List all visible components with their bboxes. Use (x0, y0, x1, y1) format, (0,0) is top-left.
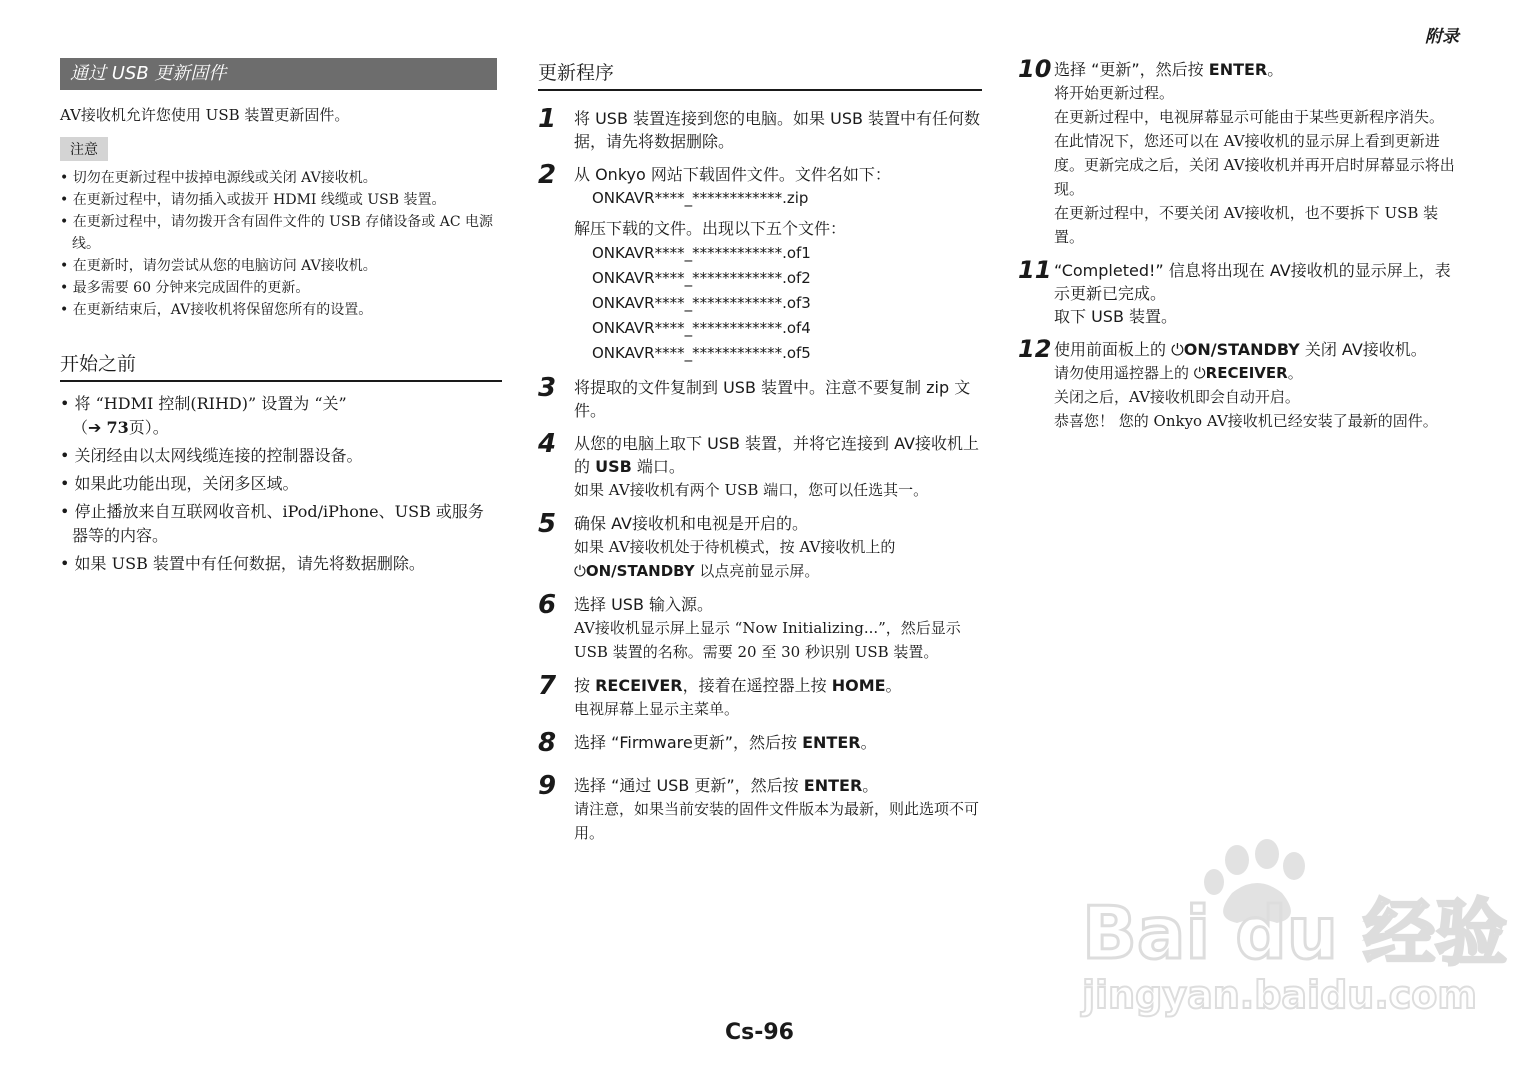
step-number: 9 (538, 771, 557, 801)
step-instruction: 按 RECEIVER，接着在遥控器上按 HOME。 (574, 676, 902, 695)
step-3 (538, 373, 982, 422)
step-number: 10 (1018, 55, 1052, 83)
file-name: ONKAVR****_************.of4 (592, 319, 811, 337)
watermark-url: jingyan.baidu.com (1082, 973, 1477, 1017)
receiver-label: RECEIVER (595, 676, 683, 695)
note-item: • 在更新过程中，请勿拨开含有固件文件的 USB 存储设备或 AC 电源线。 (60, 211, 497, 255)
step-10 (1018, 55, 1458, 249)
intro-text: AV接收机允许您使用 USB 装置更新固件。 (60, 106, 350, 124)
note-item: • 在更新时，请勿尝试从您的电脑访问 AV接收机。 (60, 255, 497, 277)
step-description: AV接收机显示屏上显示 “Now Initializing...”，然后显示 USB 装置的名称。需要 20 至 30 秒识别 USB 装置。 (574, 619, 961, 661)
home-label: HOME (831, 676, 886, 695)
power-icon: ⏻ (1171, 340, 1184, 359)
step-description: 在更新过程中，电视屏幕显示可能由于某些更新程序消失。在此情况下，您还可以在 AV接收机的显示屏上看到更新进度。更新完成之后，关闭 AV接收机并再开启时屏幕显示将出现。 (1054, 108, 1455, 198)
step-instruction: 确保 AV接收机和电视是开启的。 (574, 514, 808, 533)
step-instruction: 将提取的文件复制到 USB 装置中。注意不要复制 zip 文件。 (574, 378, 971, 420)
step-description: 恭喜您！ 您的 Onkyo AV接收机已经安装了最新的固件。 (1054, 412, 1438, 430)
power-icon: ⏻ (574, 562, 586, 580)
before-item-text: 页）。 (128, 418, 169, 437)
step-12 (1018, 335, 1458, 433)
page-number: Cs-96 (725, 1020, 794, 1045)
before-item: • 如果此功能出现，关闭多区域。 (60, 472, 497, 496)
step-number: 11 (1018, 256, 1052, 284)
notes-list (60, 167, 497, 321)
step-number: 8 (538, 728, 557, 758)
step-7 (538, 671, 982, 721)
step-number: 6 (538, 590, 557, 620)
section-title-bar: 通过 USB 更新固件 (60, 58, 497, 90)
step-instruction: 使用前面板上的 ⏻ON/STANDBY 关闭 AV接收机。 (1054, 340, 1427, 359)
step-instruction: 选择 “Firmware更新”，然后按 ENTER。 (574, 733, 877, 752)
step-4 (538, 429, 982, 502)
on-standby-label: ON/STANDBY (1183, 340, 1300, 359)
arrow-ref: （➔ (72, 418, 107, 437)
note-item: • 最多需要 60 分钟来完成固件的更新。 (60, 277, 497, 299)
baidu-watermark (1082, 838, 1508, 1018)
power-icon: ⏻ (1193, 364, 1206, 382)
file-name: ONKAVR****_************.of5 (592, 344, 811, 362)
before-list (60, 392, 497, 576)
unzip-instruction: 解压下载的文件。出现以下五个文件： (574, 219, 847, 238)
step-description: 在更新过程中，不要关闭 AV接收机，也不要拆下 USB 装置。 (1054, 204, 1439, 246)
before-item: • 关闭经由以太网线缆连接的控制器设备。 (60, 444, 497, 468)
column-right (1018, 55, 1458, 443)
step-number: 1 (538, 104, 557, 134)
enter-label: ENTER (802, 733, 861, 752)
step-number: 5 (538, 509, 557, 539)
on-standby-label: ON/STANDBY (585, 562, 695, 580)
step-instruction: 从 Onkyo 网站下载固件文件。文件名如下： (574, 165, 891, 184)
before-item-text: 将 “HDMI 控制(RIHD)” 设置为 “关” (74, 394, 347, 413)
file-name: ONKAVR****_************.of2 (592, 269, 811, 287)
step-number: 2 (538, 160, 557, 190)
step-description: 如果 AV接收机处于待机模式，按 AV接收机上的 ⏻ON/STANDBY 以点亮前显示屏。 (574, 538, 896, 580)
step-9 (538, 771, 982, 845)
before-item: • 如果 USB 装置中有任何数据，请先将数据删除。 (60, 552, 497, 576)
step-description: 请注意，如果当前安装的固件文件版本为最新，则此选项不可用。 (574, 800, 980, 842)
page-link[interactable]: 73 (106, 418, 129, 437)
watermark-brand: Bai du 经验 (1082, 891, 1508, 975)
step-instruction: 选择 “更新”，然后按 ENTER。 (1054, 60, 1284, 79)
before-item: • 停止播放来自互联网收音机、iPod/iPhone、USB 或服务器等的内容。 (60, 500, 497, 548)
step-11 (1018, 256, 1458, 328)
step-instruction: 从您的电脑上取下 USB 装置，并将它连接到 AV接收机上的 USB 端口。 (574, 434, 979, 476)
file-name: ONKAVR****_************.of3 (592, 294, 811, 312)
step-5 (538, 509, 982, 583)
step-8 (538, 728, 982, 758)
note-item: • 在更新结束后，AV接收机将保留您所有的设置。 (60, 299, 497, 321)
step-instruction: 选择 “通过 USB 更新”，然后按 ENTER。 (574, 776, 879, 795)
column-left (60, 58, 497, 580)
enter-label: ENTER (1208, 60, 1268, 79)
step-number: 12 (1018, 335, 1052, 363)
step-description: 请勿使用遥控器上的 ⏻RECEIVER。 (1054, 364, 1303, 382)
step-description: 关闭之后，AV接收机即会自动开启。 (1054, 388, 1300, 406)
note-item: • 在更新过程中，请勿插入或拔开 HDMI 线缆或 USB 装置。 (60, 189, 497, 211)
receiver-label: RECEIVER (1205, 364, 1288, 382)
step-2 (538, 160, 982, 366)
step-number: 4 (538, 429, 557, 459)
step-description: 电视屏幕上显示主菜单。 (574, 700, 740, 718)
step-instruction: 将 USB 装置连接到您的电脑。如果 USB 装置中有任何数据，请先将数据删除。 (574, 109, 981, 151)
enter-label: ENTER (803, 776, 863, 795)
column-middle (538, 58, 982, 855)
step-instruction: “Completed!” 信息将出现在 AV接收机的显示屏上，表示更新已完成。 (1054, 261, 1451, 303)
step-instruction: 选择 USB 输入源。 (574, 595, 714, 614)
step-description: 取下 USB 装置。 (1054, 307, 1178, 326)
step-6 (538, 590, 982, 664)
before-heading: 开始之前 (60, 349, 502, 382)
step-number: 3 (538, 373, 557, 403)
procedure-heading: 更新程序 (538, 58, 982, 91)
note-label: 注意 (60, 137, 108, 161)
appendix-label: 附录 (1425, 27, 1459, 47)
file-name-zip: ONKAVR****_************.zip (592, 189, 809, 207)
step-number: 7 (538, 671, 557, 701)
step-description: 如果 AV接收机有两个 USB 端口，您可以任选其一。 (574, 481, 929, 499)
step-description: 将开始更新过程。 (1054, 84, 1175, 102)
usb-port-label: USB (595, 457, 632, 476)
step-1 (538, 104, 982, 153)
file-name: ONKAVR****_************.of1 (592, 244, 811, 262)
note-item: • 切勿在更新过程中拔掉电源线或关闭 AV接收机。 (60, 167, 497, 189)
before-item (60, 392, 497, 440)
